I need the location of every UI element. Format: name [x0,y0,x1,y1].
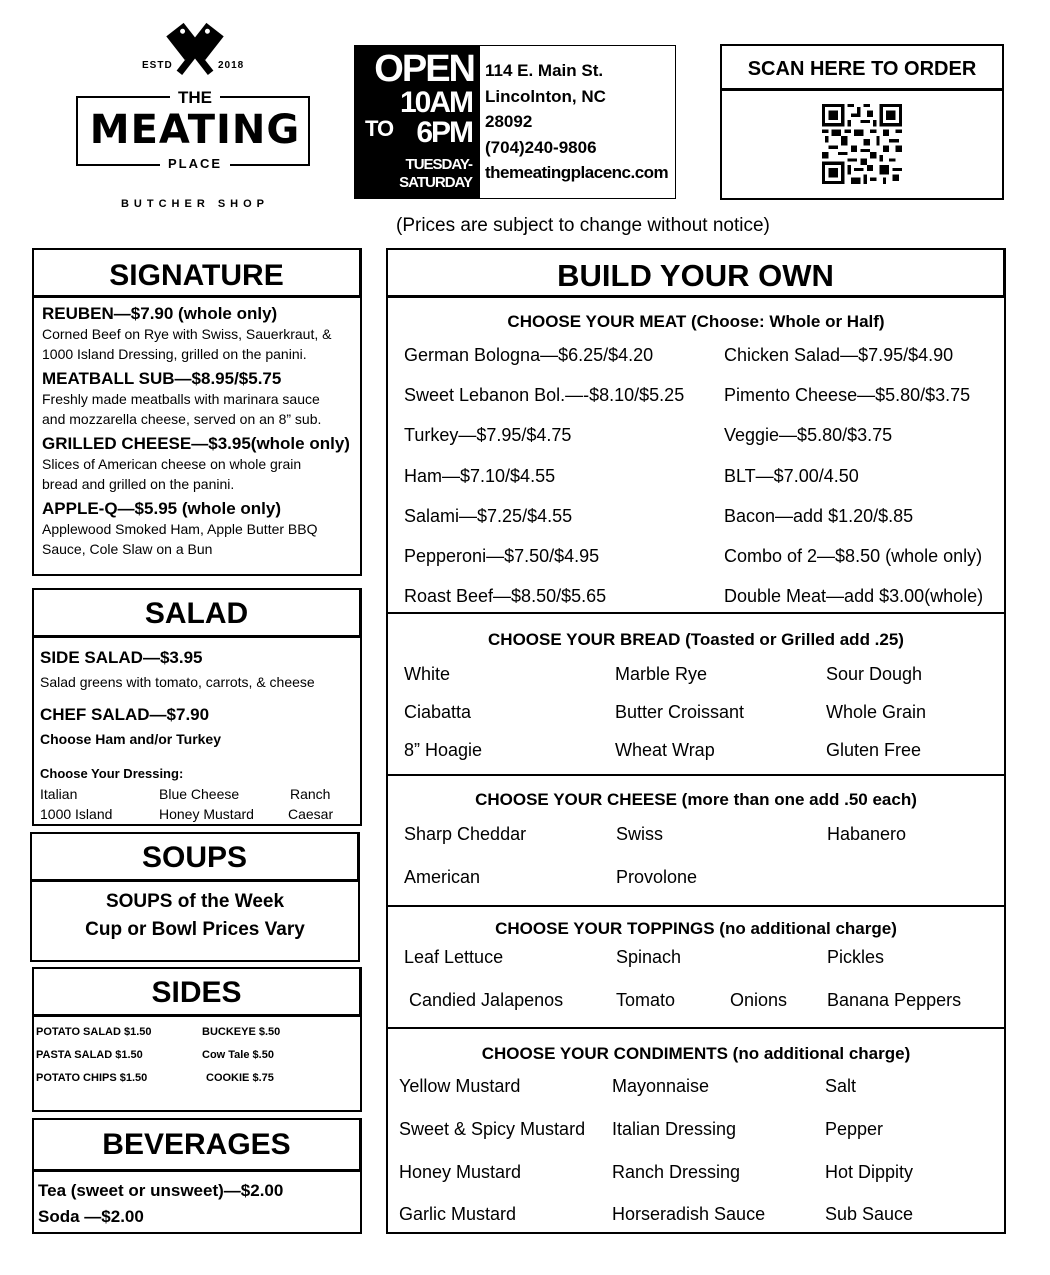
signature-item[interactable] [42,498,362,559]
dressing-option[interactable]: 1000 Island [40,806,113,822]
condiment-option[interactable]: Italian Dressing [612,1119,737,1139]
condiment-option[interactable]: Sub Sauce [825,1204,914,1224]
bread-option[interactable]: Butter Croissant [615,702,745,722]
signature-item-desc: Applewood Smoked Ham, Apple Butter BBQ [42,521,318,537]
qr-code-icon[interactable] [822,104,902,184]
phone-number[interactable]: (704)240-9806 [485,137,597,157]
signature-item-desc: bread and grilled on the panini. [42,476,235,492]
sides-title: SIDES [34,969,360,1017]
side-item[interactable]: Cow Tale $.50 [202,1049,274,1061]
meat-option[interactable]: German Bologna—$6.25/$4.20 [404,345,654,365]
bread-option[interactable]: Gluten Free [826,740,922,760]
meat-option[interactable]: Ham—$7.10/$4.55 [404,466,556,486]
chef-salad-name[interactable]: CHEF SALAD—$7.90 [40,705,210,724]
cheese-option[interactable]: American [404,867,481,887]
logo-meating: MEATING [89,107,301,153]
bread-option[interactable]: Marble Rye [615,664,708,684]
logo [70,20,320,220]
condiment-option[interactable]: Salt [825,1076,857,1096]
condiment-option[interactable]: Honey Mustard [399,1162,522,1182]
meat-option[interactable]: Turkey—$7.95/$4.75 [404,425,572,445]
side-salad-desc: Salad greens with tomato, carrots, & cheese [40,674,315,690]
signature-item[interactable] [42,433,362,494]
address-block [485,58,668,186]
cheese-option[interactable]: Sharp Cheddar [404,824,527,844]
bread-option[interactable]: Ciabatta [404,702,472,722]
address-city: Lincolnton, NC [485,86,606,106]
side-item[interactable]: COOKIE $.75 [206,1072,274,1084]
order-title: SCAN HERE TO ORDER [722,46,1002,91]
condiment-option[interactable]: Garlic Mustard [399,1204,517,1224]
signature-item-desc: Corned Beef on Rye with Swiss, Sauerkraut, & [42,326,332,342]
signature-item-desc: 1000 Island Dressing, grilled on the panini. [42,346,307,362]
signature-section [32,248,362,576]
address-zip: 28092 [485,112,533,131]
topping-option[interactable]: Onions [730,990,788,1010]
soups-section [30,832,360,962]
condiment-option[interactable]: Pepper [825,1119,884,1139]
build-your-own-section [386,248,1006,1234]
dressing-option[interactable]: Honey Mustard [159,806,254,822]
signature-item-name: APPLE-Q—$5.95 (whole only) [42,499,281,518]
signature-item-desc: and mozzarella cheese, served on an 8” sub. [42,411,322,427]
meat-option[interactable]: BLT—$7.00/4.50 [724,466,859,486]
cheese-option[interactable]: Provolone [616,867,698,887]
address-street: 114 E. Main St. [485,61,604,80]
hours-end: 6PM [416,116,472,149]
dressing-option[interactable]: Italian [40,786,78,802]
signature-list [42,303,362,559]
dressing-label: Choose Your Dressing: [40,766,184,781]
topping-option[interactable]: Banana Peppers [827,990,962,1010]
order-box [720,44,1004,200]
salad-section [32,588,362,826]
soups-title: SOUPS [32,834,358,882]
chef-salad-desc: Choose Ham and/or Turkey [40,731,222,747]
meat-section-title: CHOOSE YOUR MEAT (Choose: Whole or Half) [507,312,885,331]
condiment-option[interactable]: Sweet & Spicy Mustard [399,1119,586,1139]
signature-item-name: MEATBALL SUB—$8.95/$5.75 [42,369,282,388]
hours-open: OPEN [374,48,474,90]
divider [388,905,1004,907]
meat-option[interactable]: Bacon—add $1.20/$.85 [724,506,914,526]
signature-item-desc: Sauce, Cole Slaw on a Bun [42,541,213,557]
topping-option[interactable]: Tomato [616,990,676,1010]
cheese-option[interactable]: Swiss [616,824,664,844]
meat-option[interactable]: Salami—$7.25/$4.55 [404,506,573,526]
topping-option[interactable]: Candied Jalapenos [409,990,564,1010]
meat-option[interactable]: Combo of 2—$8.50 (whole only) [724,546,983,566]
cheese-option[interactable]: Habanero [827,824,907,844]
toppings-section-title: CHOOSE YOUR TOPPINGS (no additional charge) [495,919,897,938]
condiments-section-title: CHOOSE YOUR CONDIMENTS (no additional charge) [481,1044,911,1063]
hours-address-box [354,45,676,199]
condiment-option[interactable]: Ranch Dressing [612,1162,741,1182]
beverage-tea[interactable]: Tea (sweet or unsweet)—$2.00 [38,1181,284,1200]
price-notice: (Prices are subject to change without notice) [396,215,770,236]
bread-section-title: CHOOSE YOUR BREAD (Toasted or Grilled add .25) [488,630,904,649]
condiment-option[interactable]: Mayonnaise [612,1076,710,1096]
soups-line-2: Cup or Bowl Prices Vary [85,919,305,940]
side-item[interactable]: POTATO CHIPS $1.50 [36,1072,148,1084]
meat-option[interactable]: Pimento Cheese—$5.80/$3.75 [724,385,971,405]
topping-option[interactable]: Pickles [827,947,885,967]
website-link[interactable]: themeatingplacenc.com [485,163,669,182]
logo-place: PLACE [160,156,230,171]
logo-the: THE [170,88,220,107]
cheese-section-title: CHOOSE YOUR CHEESE (more than one add .50 each) [475,790,917,809]
hours-start: 10AM [399,86,472,119]
topping-option[interactable]: Spinach [616,947,682,967]
hours-days-1: TUESDAY- [405,156,472,173]
divider [388,774,1004,776]
signature-item-desc: Slices of American cheese on whole grain [42,456,302,472]
soups-line-1: SOUPS of the Week [105,891,285,912]
dressing-option[interactable]: Caesar [288,806,334,822]
logo-year: 2018 [218,60,245,71]
sides-section [32,967,362,1112]
signature-item[interactable] [42,368,362,429]
condiment-option[interactable]: Horseradish Sauce [612,1204,766,1224]
meat-option[interactable]: Roast Beef—$8.50/$5.65 [404,586,607,606]
side-item[interactable]: BUCKEYE $.50 [202,1026,281,1038]
meat-option[interactable]: Sweet Lebanon Bol.—-$8.10/$5.25 [404,385,685,405]
condiment-option[interactable]: Hot Dippity [825,1162,914,1182]
beverage-soda[interactable]: Soda —$2.00 [38,1207,144,1226]
dressing-option[interactable]: Blue Cheese [159,786,240,802]
hours-days-2: SATURDAY [399,174,472,191]
hours-to: TO [365,116,394,141]
signature-item-desc: Freshly made meatballs with marinara sauce [42,391,320,407]
divider [388,1027,1004,1029]
meat-option[interactable]: Chicken Salad—$7.95/$4.90 [724,345,954,365]
bread-option[interactable]: 8” Hoagie [404,740,483,760]
build-title: BUILD YOUR OWN [388,250,1004,298]
side-item[interactable]: PASTA SALAD $1.50 [36,1049,143,1061]
logo-tagline: BUTCHER SHOP [120,198,269,210]
crossed-cleavers-icon [150,22,240,82]
bread-option[interactable]: Wheat Wrap [615,740,715,760]
meat-option[interactable]: Double Meat—add $3.00(whole) [724,586,984,606]
meat-option[interactable]: Veggie—$5.80/$3.75 [724,425,893,445]
bread-option[interactable]: Whole Grain [826,702,927,722]
divider [388,612,1004,614]
signature-item[interactable] [42,303,362,364]
topping-option[interactable]: Leaf Lettuce [404,947,504,967]
beverages-title: BEVERAGES [34,1120,360,1172]
beverages-section [32,1118,362,1234]
side-salad-name[interactable]: SIDE SALAD—$3.95 [40,648,203,667]
signature-item-name: REUBEN—$7.90 (whole only) [42,304,278,323]
side-item[interactable]: POTATO SALAD $1.50 [36,1026,152,1038]
bread-option[interactable]: White [404,664,451,684]
dressing-option[interactable]: Ranch [290,786,331,802]
condiment-option[interactable]: Yellow Mustard [399,1076,521,1096]
logo-estd: ESTD [142,60,173,71]
bread-option[interactable]: Sour Dough [826,664,923,684]
signature-title: SIGNATURE [34,250,360,298]
meat-option[interactable]: Pepperoni—$7.50/$4.95 [404,546,600,566]
salad-title: SALAD [34,590,360,638]
signature-item-name: GRILLED CHEESE—$3.95(whole only) [42,434,350,453]
hours-panel [355,46,480,198]
